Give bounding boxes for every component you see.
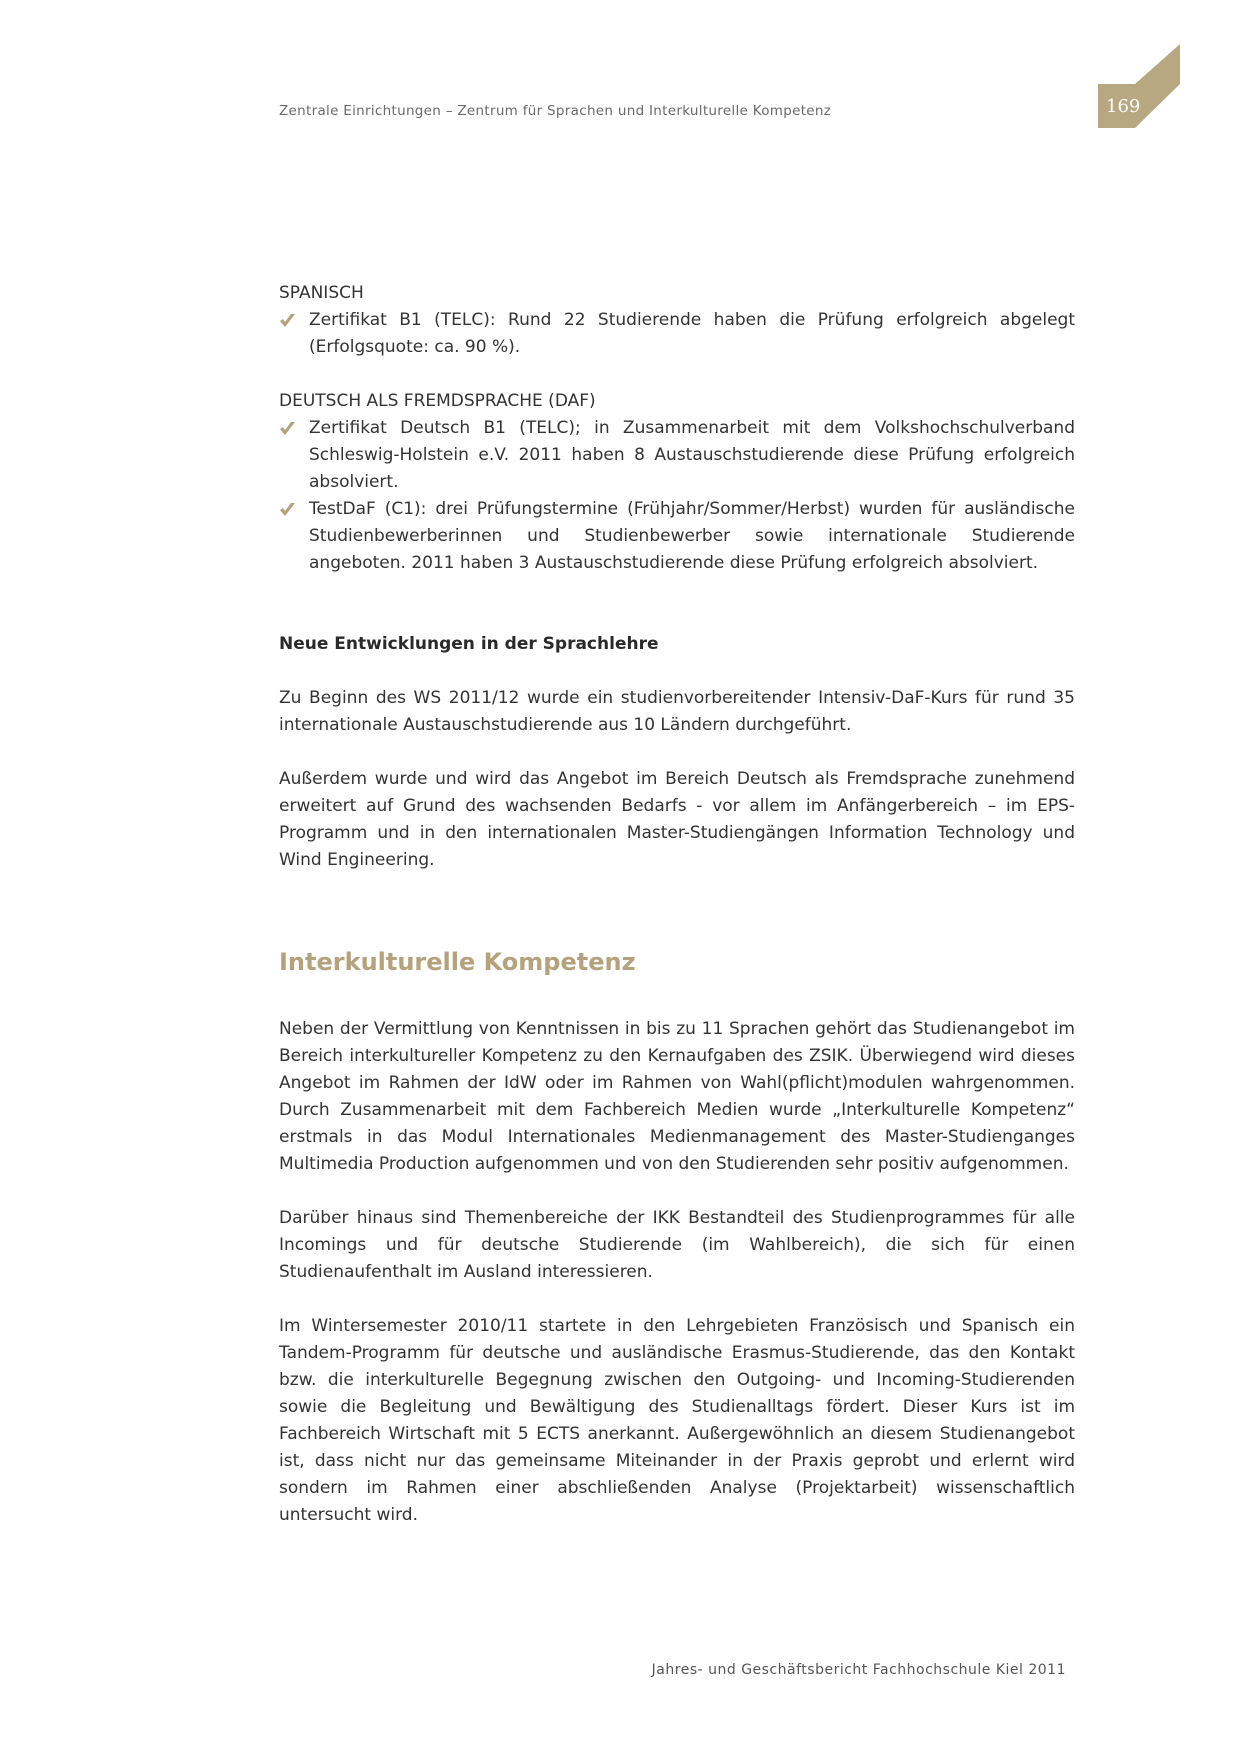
subheading-neue-entwicklungen: Neue Entwicklungen in der Sprachlehre [279,634,659,654]
checkmark-icon [279,420,296,436]
list-item-text: TestDaF (C1): drei Prüfungstermine (Frühjahr/Sommer/Herbst) wurden für ausländische Studienbewerberinnen und Studienbewerber sowie internationale Studierende angeboten. 2011 haben 3 Austauschstudierende diese Prüfung erfolgreich absolviert. [309,499,1075,573]
paragraph: Zu Beginn des WS 2011/12 wurde ein studienvorbereitender Intensiv-DaF-Kurs für rund 35 internationale Austauschstudierende aus 10 Ländern durchgeführt. [279,688,1075,735]
running-header: Zentrale Einrichtungen – Zentrum für Sprachen und Interkulturelle Kompetenz [279,103,832,119]
paragraph: Darüber hinaus sind Themenbereiche der IKK Bestandteil des Studienprogrammes für alle Incomings und für deutsche Studierende (im Wahlbereich), die sich für einen Studienaufenthalt im Ausland interessieren. [279,1208,1075,1282]
page-content [279,280,1075,1529]
list-item [279,415,1075,496]
spanisch-list [279,307,1075,361]
list-item [279,307,1075,361]
paragraph: Außerdem wurde und wird das Angebot im Bereich Deutsch als Fremdsprache zunehmend erweitert auf Grund des wachsenden Bedarfs - vor allem im Anfängerbereich – im EPS-Programm und in den internationalen Master-Studiengängen Information Technology und Wind Engineering. [279,769,1075,870]
checkmark-icon [279,501,296,517]
list-item-text: Zertifikat Deutsch B1 (TELC); in Zusammenarbeit mit dem Volkshochschulverband Schleswig-Holstein e.V. 2011 haben 8 Austauschstudierende diese Prüfung erfolgreich absolviert. [309,418,1075,492]
section-label-daf: DEUTSCH ALS FREMDSPRACHE (DAF) [279,391,596,411]
paragraph: Im Wintersemester 2010/11 startete in den Lehrgebieten Französisch und Spanisch ein Tandem-Programm für deutsche und ausländische Erasmus-Studierende, das den Kontakt bzw. die interkulturelle Begegnung zwischen den Outgoing- und Incoming-Studierenden sowie die Begleitung und Bewältigung des Studienalltags fördert. Dieser Kurs ist im Fachbereich Wirtschaft mit 5 ECTS anerkannt. Außergewöhnlich an diesem Studienangebot ist, dass nicht nur das gemeinsame Miteinander in der Praxis geprobt und erlernt wird sondern im Rahmen einer abschließenden Analyse (Projektarbeit) wissenschaftlich untersucht wird. [279,1316,1075,1525]
heading-interkulturelle-kompetenz: Interkulturelle Kompetenz [279,948,636,976]
daf-list [279,415,1075,577]
paragraph: Neben der Vermittlung von Kenntnissen in bis zu 11 Sprachen gehört das Studienangebot im Bereich interkultureller Kompetenz zu den Kernaufgaben des ZSIK. Überwiegend wird dieses Angebot im Rahmen der IdW oder im Rahmen von Wahl(pflicht)modulen wahrgenommen. Durch Zusammenarbeit mit dem Fachbereich Medien wurde „Interkulturelle Kompetenz“ erstmals in das Modul Internationales Medienmanagement des Master-Studienganges Multimedia Production aufgenommen und von den Studierenden sehr positiv aufgenommen. [279,1019,1075,1174]
section-label-spanisch: SPANISCH [279,283,364,303]
list-item [279,496,1075,577]
page-number: 169 [1106,96,1141,117]
list-item-text: Zertifikat B1 (TELC): Rund 22 Studierende haben die Prüfung erfolgreich abgelegt (Erfolgsquote: ca. 90 %). [309,310,1075,357]
page-footer: Jahres- und Geschäftsbericht Fachhochschule Kiel 2011 [651,1662,1066,1678]
checkmark-icon [279,312,296,328]
